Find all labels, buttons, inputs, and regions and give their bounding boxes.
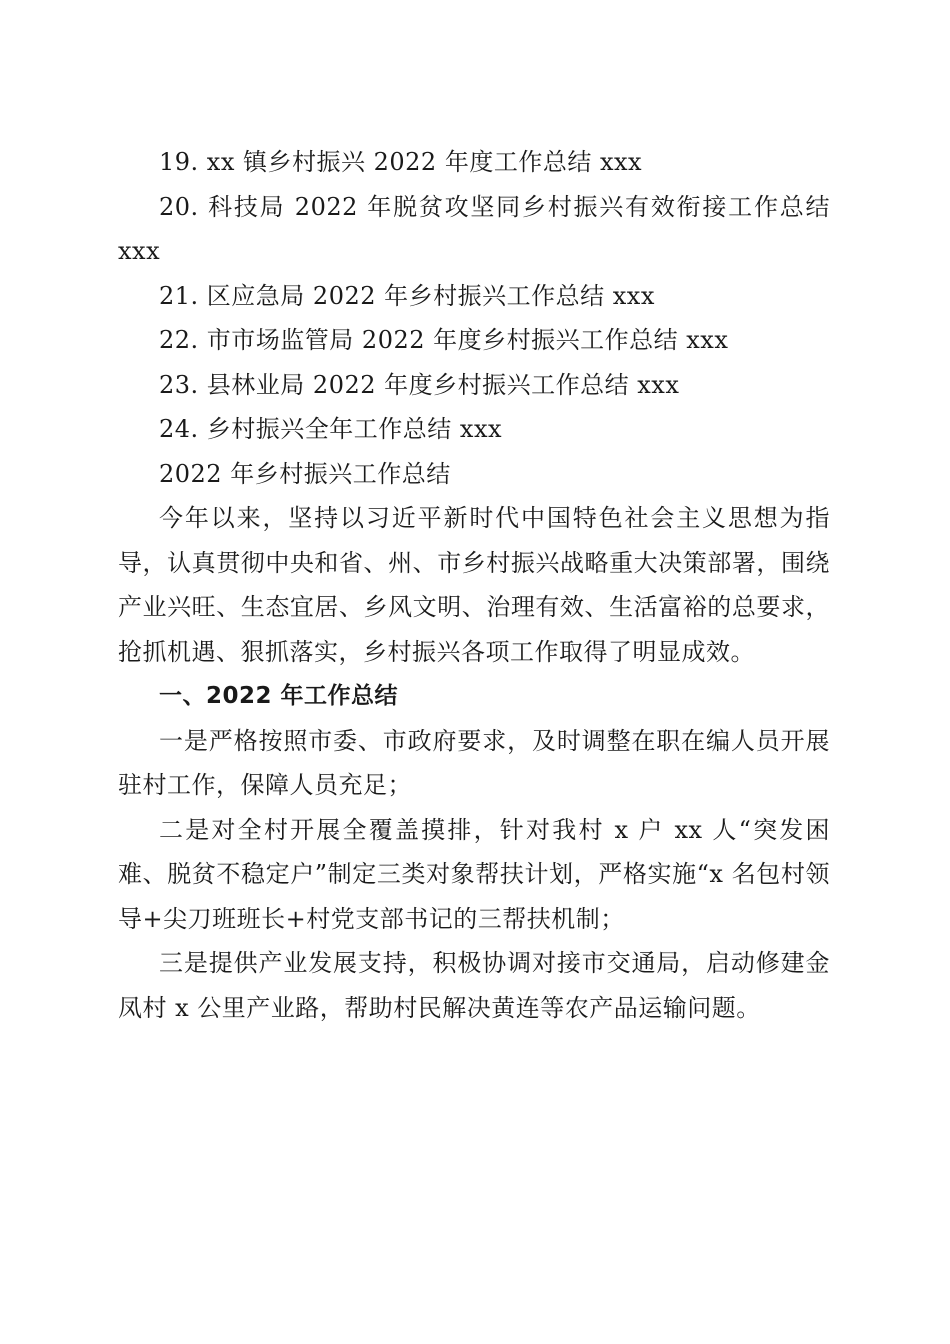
section-paragraph: 三是提供产业发展支持，积极协调对接市交通局，启动修建金凤村 x 公里产业路，帮助村民解决黄连等农产品运输问题。 bbox=[118, 949, 830, 1022]
list-item: 24. 乡村振兴全年工作总结 xxx bbox=[159, 415, 503, 443]
list-item: 19. xx 镇乡村振兴 2022 年度工作总结 xxx bbox=[159, 148, 643, 176]
section-paragraph: 一是严格按照市委、市政府要求，及时调整在职在编人员开展驻村工作，保障人员充足； bbox=[118, 726, 830, 799]
section-paragraph: 二是对全村开展全覆盖摸排，针对我村 x 户 xx 人“突发困难、脱贫不稳定户”制定三类对象帮扶计划，严格实施“x 名包村领导+尖刀班班长+村党支部书记的三帮扶机制； bbox=[118, 815, 830, 933]
list-item: 21. 区应急局 2022 年乡村振兴工作总结 xxx bbox=[159, 281, 655, 310]
list-item: 23. 县林业局 2022 年度乡村振兴工作总结 xxx bbox=[159, 370, 680, 399]
list-item: 20. 科技局 2022 年脱贫攻坚同乡村振兴有效衔接工作总结 xxx bbox=[118, 192, 830, 265]
document-page bbox=[118, 140, 830, 1030]
document-title: 2022 年乡村振兴工作总结 bbox=[159, 459, 451, 488]
list-item: 22. 市市场监管局 2022 年度乡村振兴工作总结 xxx bbox=[159, 326, 729, 354]
section-heading: 一、2022 年工作总结 bbox=[159, 683, 399, 709]
intro-paragraph: 今年以来，坚持以习近平新时代中国特色社会主义思想为指导，认真贯彻中央和省、州、市乡村振兴战略重大决策部署，围绕产业兴旺、生态宜居、乡风文明、治理有效、生活富裕的总要求，抢抓机遇、狠抓落实，乡村振兴各项工作取得了明显成效。 bbox=[118, 504, 830, 666]
